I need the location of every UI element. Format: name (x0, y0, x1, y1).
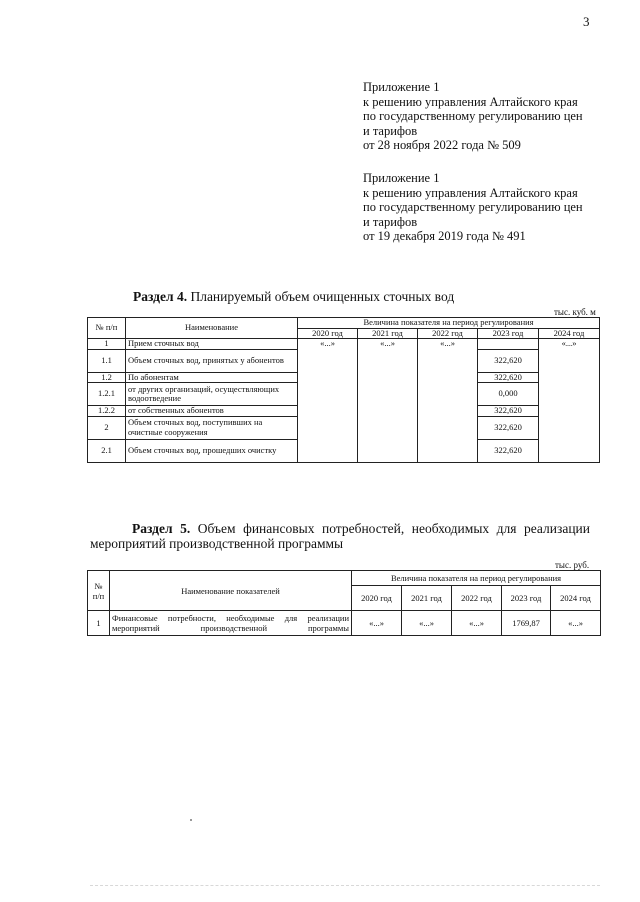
appendix-line: Приложение 1 (363, 80, 440, 94)
row-num: 1 (88, 339, 126, 350)
cell-2021: «...» (358, 339, 418, 463)
header-period: Величина показателя на период регулирования (352, 571, 601, 586)
header-year: 2023 год (502, 586, 551, 611)
row-num: 1.2.2 (88, 406, 126, 417)
header-name: Наименование (126, 318, 298, 339)
appendix-line: и тарифов (363, 123, 418, 138)
row-num: 2.1 (88, 439, 126, 462)
row-name: Объем сточных вод, прошедших очистку (126, 439, 298, 462)
row-num: 1.2 (88, 372, 126, 383)
appendix-line: от 28 ноября 2022 года № 509 (363, 138, 521, 152)
appendix-line: к решению управления Алтайского края (363, 94, 578, 109)
header-year: 2021 год (358, 328, 418, 339)
header-year: 2024 год (551, 586, 601, 611)
row-name: Объем сточных вод, принятых у абонентов (126, 349, 298, 372)
header-year: 2022 год (452, 586, 502, 611)
cell-2023: 322,620 (478, 416, 539, 439)
cell-2024: «...» (551, 611, 601, 636)
appendix-previous (363, 171, 613, 244)
section4-title (133, 289, 454, 305)
header-period: Величина показателя на период регулирования (298, 318, 600, 329)
appendix-line: и тарифов (363, 214, 418, 229)
row-num: 1 (88, 611, 110, 636)
section5-unit: тыс. руб. (555, 560, 590, 570)
section5-table (87, 570, 601, 636)
section4-title-bold: Раздел 4. (133, 289, 188, 304)
section5-title-bold: Раздел 5. (132, 521, 191, 536)
header-num: № п/п (88, 571, 110, 611)
row-name: Финансовые потребности, необходимые для реализации мероприятий производственной программы (110, 611, 352, 636)
appendix-line: от 19 декабря 2019 года № 491 (363, 229, 526, 243)
section5-title (90, 521, 590, 551)
header-year: 2021 год (402, 586, 452, 611)
cell-2020: «...» (352, 611, 402, 636)
cell-2020: «...» (298, 339, 358, 463)
cell-2023: 322,620 (478, 372, 539, 383)
row-num: 2 (88, 416, 126, 439)
row-name: от других организаций, осуществляющих водоотведение (126, 383, 298, 406)
row-name: от собственных абонентов (126, 406, 298, 417)
scan-speck (190, 819, 192, 821)
row-num: 1.2.1 (88, 383, 126, 406)
header-year: 2020 год (298, 328, 358, 339)
header-name: Наименование показателей (110, 571, 352, 611)
header-year: 2024 год (539, 328, 600, 339)
row-name: Объем сточных вод, поступивших на очистные сооружения (126, 416, 298, 439)
appendix-current (363, 80, 613, 153)
header-num: № п/п (88, 318, 126, 339)
header-year: 2020 год (352, 586, 402, 611)
cell-2023: 322,620 (478, 349, 539, 372)
appendix-line: Приложение 1 (363, 171, 440, 185)
row-num: 1.1 (88, 349, 126, 372)
section4-title-text: Планируемый объем очищенных сточных вод (187, 289, 455, 304)
cell-2021: «...» (402, 611, 452, 636)
cell-2024: «...» (539, 339, 600, 463)
cell-2023: 322,620 (478, 406, 539, 417)
cell-2023: 0,000 (478, 383, 539, 406)
appendix-line: по государственному регулированию цен (363, 109, 583, 123)
appendix-line: к решению управления Алтайского края (363, 185, 578, 200)
cell-2022: «...» (418, 339, 478, 463)
table-row (88, 339, 600, 350)
row-name: Прием сточных вод (126, 339, 298, 350)
cell-2023: 322,620 (478, 439, 539, 462)
cell-2022: «...» (452, 611, 502, 636)
appendix-line: по государственному регулированию цен (363, 200, 583, 214)
page-number: 3 (583, 14, 590, 29)
header-year: 2022 год (418, 328, 478, 339)
section4-unit: тыс. куб. м (554, 307, 596, 317)
header-year: 2023 год (478, 328, 539, 339)
table-row (88, 611, 601, 636)
section4-table (87, 317, 600, 463)
row-name: По абонентам (126, 372, 298, 383)
scan-edge-line (90, 885, 600, 886)
cell-2023: 1769,87 (502, 611, 551, 636)
section5-title-text: Объем финансовых потребностей, необходимых для реализации мероприятий производственной программы (90, 521, 590, 551)
cell-2023 (478, 339, 539, 350)
